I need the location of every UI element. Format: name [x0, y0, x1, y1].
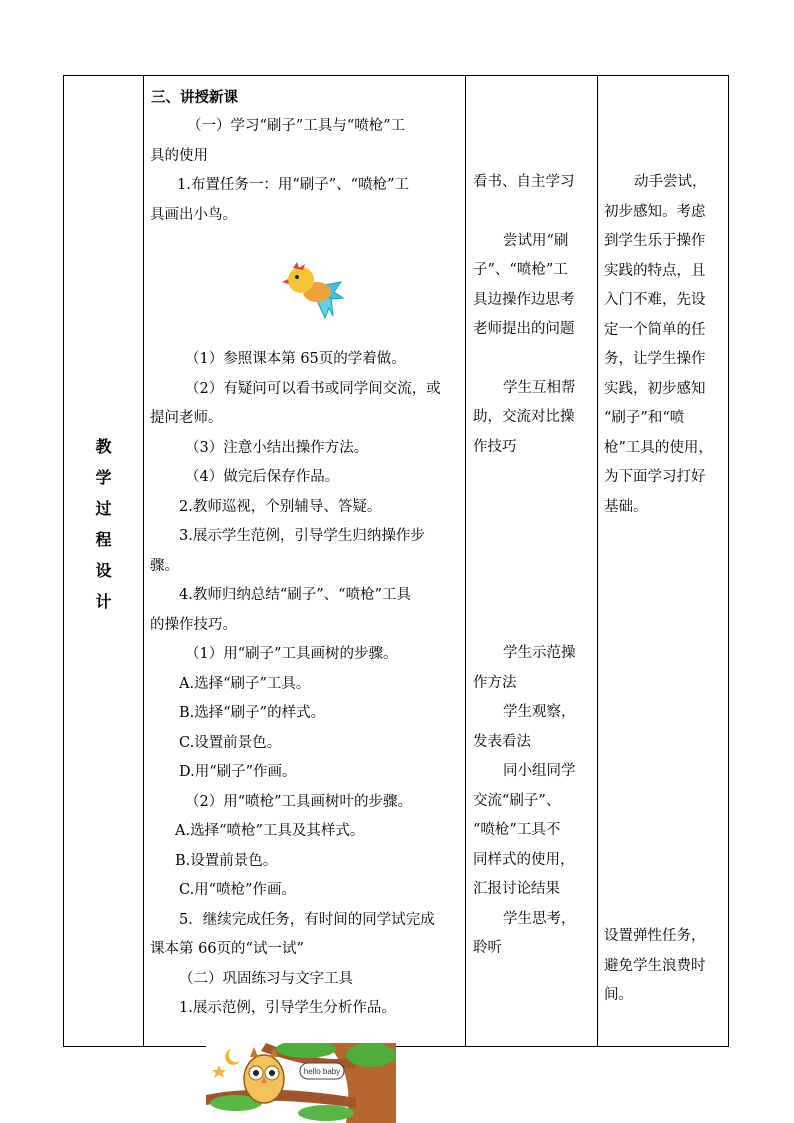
- activity-line: 交流“刷子”、: [473, 792, 561, 809]
- content-line: A.选择“喷枪”工具及其样式。: [175, 823, 365, 839]
- content-line: 具画出小鸟。: [150, 206, 237, 223]
- activity-line: 子”、“喷枪”工: [473, 262, 568, 278]
- intent-line: 基础。: [604, 498, 648, 515]
- owl-speech-text: hello baby: [303, 1067, 341, 1076]
- intent-line: 为下面学习打好: [604, 469, 706, 485]
- activity-line: 同小组同学: [503, 763, 576, 779]
- intent-line: 实践的特点，且: [604, 262, 706, 279]
- activity-line: 尝试用“刷: [503, 232, 569, 249]
- teaching-content-cell: [143, 76, 465, 1024]
- content-line: 5．继续完成任务，有时间的同学试完成: [179, 911, 435, 928]
- content-line: （1）参照课本第 65页的学着做。: [185, 351, 406, 367]
- intent-line: 避免学生浪费时: [604, 957, 706, 974]
- activity-line: 学生思考，: [503, 910, 576, 927]
- content-line: 具的使用: [150, 147, 208, 164]
- intent-line: 设置弹性任务，: [604, 928, 706, 944]
- lesson-table: [63, 75, 729, 1047]
- activity-line: 助，交流对比操: [473, 409, 575, 425]
- activity-line: 学生观察，: [503, 704, 576, 720]
- row-header-char: 学: [95, 468, 112, 487]
- content-line: 3.展示学生范例，引导学生归纳操作步: [179, 528, 425, 544]
- student-activity-cell: [465, 76, 597, 964]
- bird-illustration: [279, 258, 347, 320]
- content-line: 4.教师归纳总结“刷子”、“喷枪”工具: [179, 587, 411, 603]
- content-line: （一）学习“刷子”工具与“喷枪”工: [187, 118, 406, 134]
- content-line: （1）用“刷子”工具画树的步骤。: [185, 646, 398, 662]
- activity-line: 作技巧: [473, 438, 517, 455]
- content-line: （2）有疑问可以看书或同学间交流，或: [185, 380, 441, 397]
- content-line: 1.布置任务一：用“刷子”、“喷枪”工: [177, 177, 409, 193]
- row-header-char: 计: [95, 592, 112, 611]
- row-header-text: [64, 431, 143, 617]
- intent-line: 初步感知。考虑: [604, 203, 706, 220]
- section-heading: 三、讲授新课: [151, 90, 238, 106]
- content-line: （二）巩固练习与文字工具: [179, 970, 353, 987]
- activity-line: 同样式的使用，: [473, 851, 575, 868]
- intent-line: 定一个简单的任: [604, 321, 706, 338]
- activity-line: 发表看法: [473, 733, 531, 750]
- activity-line: 聆听: [473, 940, 502, 956]
- row-header-char: 过: [95, 499, 112, 518]
- intent-line: 务，让学生操作: [604, 351, 706, 367]
- activity-line: 作方法: [473, 674, 517, 691]
- row-header-char: 教: [95, 437, 112, 456]
- activity-line: 看书、自主学习: [473, 174, 575, 190]
- activity-line: “喷枪”工具不: [473, 822, 561, 838]
- row-header-cell: [64, 76, 143, 1046]
- content-line: A.选择“刷子”工具。: [179, 675, 311, 692]
- intent-line: 间。: [604, 987, 633, 1003]
- content-line: C.设置前景色。: [179, 734, 282, 751]
- content-line: C.用“喷枪”作画。: [179, 882, 297, 898]
- content-line: 的操作技巧。: [150, 616, 237, 633]
- intent-line: 动手尝试，: [634, 174, 707, 190]
- intent-line: 到学生乐于操作: [604, 233, 706, 249]
- row-header-char: 设: [95, 561, 112, 580]
- content-line: 提问老师。: [150, 410, 223, 426]
- activity-line: 学生示范操: [503, 645, 576, 661]
- content-line: 课本第 66页的“试一试”: [150, 941, 304, 957]
- content-line: D.用“刷子”作画。: [179, 764, 297, 780]
- activity-line: 老师提出的问题: [473, 321, 575, 337]
- content-line: （3）注意小结出操作方法。: [185, 439, 369, 456]
- content-line: B.设置前景色。: [175, 852, 278, 869]
- design-intent-cell: [597, 76, 730, 1011]
- owl-tree-illustration: [206, 1043, 396, 1123]
- activity-line: 汇报讨论结果: [473, 881, 560, 897]
- intent-line: 实践，初步感知: [604, 380, 706, 397]
- intent-line: “刷子”和“喷: [604, 410, 685, 426]
- content-line: （4）做完后保存作品。: [185, 469, 340, 485]
- content-line: B.选择“刷子”的样式。: [179, 705, 326, 721]
- row-header-char: 程: [95, 530, 112, 549]
- content-line: （2）用“喷枪”工具画树叶的步骤。: [185, 793, 413, 810]
- content-line: 2.教师巡视，个别辅导、答疑。: [179, 498, 382, 515]
- activity-line: 学生互相帮: [503, 379, 576, 396]
- content-line: 骤。: [150, 557, 179, 574]
- intent-line: 枪”工具的使用，: [604, 439, 713, 456]
- content-line: 1.展示范例，引导学生分析作品。: [179, 1000, 396, 1016]
- activity-line: 具边操作边思考: [473, 291, 575, 308]
- intent-line: 入门不难，先设: [604, 292, 706, 308]
